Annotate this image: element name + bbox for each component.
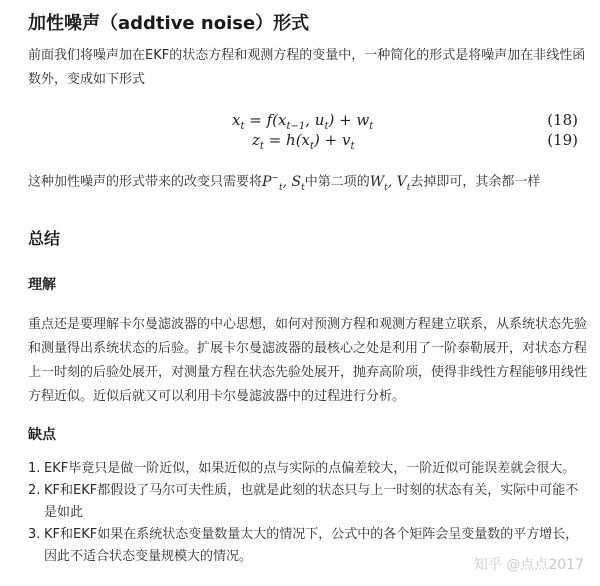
math-sep-1: , (282, 173, 292, 190)
eq18-rhs-tail: ) + w (328, 111, 370, 129)
equation-19-body (252, 131, 355, 152)
equation-19 (0, 131, 600, 153)
math-P-sup: − (271, 173, 279, 183)
eq18-lhs-sub: t (240, 121, 245, 132)
math-V-symbol: V (396, 173, 407, 190)
list-item-number: 3. (28, 527, 41, 542)
math-P (262, 173, 305, 193)
eq18-lhs: x (232, 111, 241, 129)
math-S-symbol: S (291, 173, 302, 190)
eq19-rhs-prefix: = h(x (263, 131, 311, 149)
zhihu-watermark: 知乎 @点点2017 (473, 557, 584, 573)
math-sep-2: , (387, 173, 397, 190)
eq18-rhs-sub2: t (324, 121, 329, 132)
eq19-rhs-mid: ) + v (314, 131, 351, 149)
drawbacks-list (28, 458, 588, 568)
math-W-symbol: W (369, 173, 385, 190)
understanding-paragraph: 重点还是要理解卡尔曼滤波器的中心思想，如何对预测方程和观测方程建立联系，从系统状态先验和测量得出系统状态的后验。扩展卡尔曼滤波器的最核心之处是利用了一阶泰勒展开，对状态方程上一时刻的后验处展开，对测量方程在状态先验处展开，抛弃高阶项，使得非线性方程能够用线性方程近似。近似后就又可以利用卡尔曼滤波器中的过程进行分析。 (28, 317, 588, 404)
equation-number-19: (19) (547, 131, 578, 149)
list-item (28, 458, 588, 480)
summary-heading: 总结 (28, 229, 61, 248)
list-item (28, 480, 588, 524)
eq18-rhs-sub3: t (369, 121, 374, 132)
list-item-text: KF和EKF如果在系统状态变量数量太大的情况下，公式中的各个矩阵会呈变量数的平方增长，因此不适合状态变量规模大的情况。 (44, 527, 579, 564)
change-text-after: 去掉即可，其余都一样 (410, 174, 541, 190)
eq19-lhs: z (252, 131, 260, 149)
list-item-number: 2. (28, 483, 41, 498)
math-V-sub: t (406, 182, 411, 193)
section-title: 加性噪声（addtive noise）形式 (28, 13, 310, 34)
eq19-rhs-sub1: t (310, 141, 315, 152)
understanding-heading: 理解 (28, 277, 56, 293)
change-sentence (28, 166, 588, 199)
intro-paragraph: 前面我们将噪声加在EKF的状态方程和观测方程的变量中，一种简化的形式是将噪声加在非线性函数外，变成如下形式 (28, 48, 586, 87)
math-S-sub: t (301, 182, 305, 193)
eq18-rhs-mid: , u (305, 111, 325, 129)
eq19-lhs-sub: t (259, 141, 264, 152)
list-item-text: KF和EKF都假设了马尔可夫性质，也就是此刻的状态只与上一时刻的状态有关，实际中可能不是如此 (44, 483, 579, 520)
math-W-sub: t (384, 182, 388, 193)
list-item-text: EKF毕竟只是做一阶近似，如果近似的点与实际的点偏差较大，一阶近似可能误差就会很大。 (44, 461, 576, 476)
change-text-before: 这种加性噪声的形式带来的改变只需要将 (28, 174, 263, 190)
equation-number-18: (18) (547, 111, 578, 129)
eq18-rhs-sub1: t−1 (286, 121, 306, 132)
math-P-symbol: P (262, 173, 272, 190)
eq18-rhs-prefix: = f(x (244, 111, 287, 129)
equation-18-body (232, 111, 373, 132)
math-W (369, 173, 411, 193)
drawbacks-heading: 缺点 (28, 427, 56, 443)
math-P-sub: t (278, 182, 283, 193)
eq19-rhs-sub2: t (350, 141, 355, 152)
list-item-number: 1. (28, 461, 41, 476)
change-text-middle: 中第二项的 (304, 174, 370, 190)
equation-18 (0, 111, 600, 133)
